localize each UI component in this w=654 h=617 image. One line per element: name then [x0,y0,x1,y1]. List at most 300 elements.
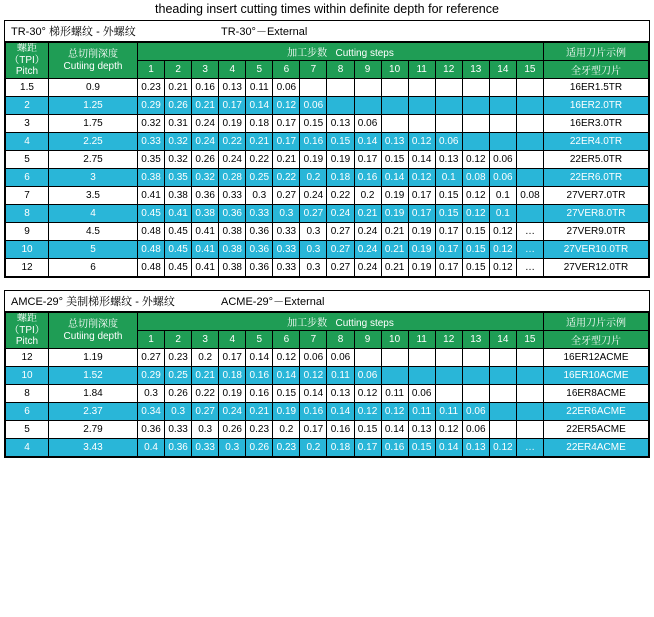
cell-depth: 4 [49,205,138,223]
cell-pitch: 8 [6,385,49,403]
cell-insert-sample: 27VER9.0TR [544,223,649,241]
cell-step-value: 0.3 [300,223,327,241]
cell-step-value [435,97,462,115]
cell-step-value [489,115,516,133]
cell-step-value: 0.24 [192,115,219,133]
cell-step-value: 0.13 [219,79,246,97]
cell-step-value [489,403,516,421]
cell-step-value: 0.48 [138,223,165,241]
header-depth [49,43,138,79]
cell-step-value: 0.45 [165,223,192,241]
cell-step-value: 0.19 [327,151,354,169]
header-step-number: 7 [300,61,327,79]
cell-step-value: 0.12 [273,97,300,115]
cell-pitch: 1.5 [6,79,49,97]
header-depth-en: Cutiing depth [63,330,123,342]
cell-step-value [516,367,543,385]
cell-step-value: 0.12 [462,205,489,223]
header-step-number: 13 [462,331,489,349]
cell-step-value: 0.24 [354,241,381,259]
cell-step-value: 0.08 [516,187,543,205]
cell-step-value: 0.16 [300,403,327,421]
page-title: theading insert cutting times within definite depth for reference [155,2,499,16]
cell-step-value: 0.14 [435,439,462,457]
cell-step-value: … [516,439,543,457]
cell-step-value: 0.12 [408,133,435,151]
cell-step-value: 0.15 [408,439,435,457]
cell-step-value: 0.33 [138,133,165,151]
cell-depth: 3.5 [49,187,138,205]
cell-depth: 0.9 [49,79,138,97]
cell-step-value: 0.41 [192,223,219,241]
cell-depth: 2.37 [49,403,138,421]
cell-step-value [435,79,462,97]
cell-step-value: 0.13 [408,421,435,439]
header-step-number: 9 [354,61,381,79]
cell-step-value: 0.17 [300,421,327,439]
cell-step-value: 0.12 [273,349,300,367]
cell-step-value [435,385,462,403]
cell-depth: 1.19 [49,349,138,367]
cell-step-value: 0.12 [408,169,435,187]
cell-step-value: 0.38 [192,205,219,223]
table-row [6,439,649,457]
cell-step-value: 0.32 [192,169,219,187]
header-step-number: 4 [219,331,246,349]
cell-pitch: 10 [6,241,49,259]
cell-step-value [381,349,408,367]
cell-step-value [462,79,489,97]
cell-step-value: 0.23 [165,349,192,367]
cell-step-value [516,403,543,421]
cell-step-value: 0.48 [138,259,165,277]
cell-step-value: … [516,241,543,259]
cell-depth: 4.5 [49,223,138,241]
header-sample-cn: 适用刀片示例 [544,313,649,331]
cell-step-value: 0.21 [381,223,408,241]
thread-type-en: ACME-29°－External [221,296,325,308]
cell-step-value: 0.06 [408,385,435,403]
cell-step-value: 0.23 [246,421,273,439]
cell-step-value: 0.1 [489,187,516,205]
header-step-number: 11 [408,331,435,349]
cell-step-value [516,169,543,187]
cell-step-value: 0.15 [462,259,489,277]
cell-step-value: 0.12 [354,385,381,403]
cell-step-value: 0.06 [354,115,381,133]
header-step-number: 4 [219,61,246,79]
cell-step-value: 0.15 [435,187,462,205]
cell-step-value [516,151,543,169]
cell-step-value: 0.17 [273,115,300,133]
cell-step-value: 0.24 [300,187,327,205]
cell-step-value: 0.21 [246,133,273,151]
cell-step-value: 0.12 [462,151,489,169]
cell-step-value: 0.16 [246,367,273,385]
header-depth [49,313,138,349]
cell-pitch: 8 [6,205,49,223]
cell-step-value: 0.38 [219,223,246,241]
cell-step-value: … [516,223,543,241]
cell-step-value [354,349,381,367]
cell-step-value: 0.3 [300,259,327,277]
cell-step-value [435,349,462,367]
cell-step-value: 0.12 [489,223,516,241]
cell-insert-sample: 22ER4ACME [544,439,649,457]
header-step-number: 14 [489,331,516,349]
header-sample-sub: 全牙型刀片 [544,331,649,349]
cell-step-value: 0.06 [300,97,327,115]
cell-step-value: 0.19 [408,259,435,277]
cell-step-value: 0.16 [300,133,327,151]
cell-step-value: 0.06 [462,421,489,439]
cell-step-value: 0.06 [489,151,516,169]
cell-step-value: 0.1 [489,205,516,223]
header-step-number: 2 [165,61,192,79]
cell-step-value: 0.06 [354,367,381,385]
header-step-number: 12 [435,331,462,349]
cell-step-value: 0.27 [300,205,327,223]
header-depth-cn: 总切削深度 [68,319,118,330]
cell-step-value: 0.24 [354,259,381,277]
cell-step-value: 0.33 [273,241,300,259]
cell-step-value [462,367,489,385]
header-step-number: 1 [138,331,165,349]
cell-step-value [489,79,516,97]
table-row [6,205,649,223]
cell-step-value: 0.29 [138,367,165,385]
cell-step-value: 0.18 [246,115,273,133]
cell-insert-sample: 16ER8ACME [544,385,649,403]
cell-step-value: 0.19 [408,241,435,259]
cell-step-value: 0.38 [165,187,192,205]
table-row [6,169,649,187]
table-row [6,79,649,97]
header-steps-cn: 加工步数 [287,48,328,59]
cell-step-value [462,385,489,403]
cell-step-value: 0.14 [408,151,435,169]
cell-step-value: 0.33 [273,259,300,277]
cell-step-value: 0.16 [381,439,408,457]
cell-step-value: 0.45 [165,241,192,259]
cell-insert-sample: 16ER2.0TR [544,97,649,115]
header-step-number: 7 [300,331,327,349]
cell-pitch: 6 [6,169,49,187]
cell-step-value [489,367,516,385]
cell-insert-sample: 27VER7.0TR [544,187,649,205]
cell-step-value: … [516,259,543,277]
cell-step-value: 0.22 [273,169,300,187]
cell-step-value: 0.12 [489,439,516,457]
cell-pitch: 5 [6,151,49,169]
table-row [6,385,649,403]
cell-step-value: 0.19 [219,385,246,403]
table-block-header [5,21,649,42]
cell-step-value: 0.41 [138,187,165,205]
cell-step-value: 0.22 [246,151,273,169]
cell-depth: 6 [49,259,138,277]
cell-step-value: 0.14 [381,421,408,439]
cell-step-value: 0.34 [138,403,165,421]
cell-step-value: 0.27 [192,403,219,421]
cell-step-value [435,115,462,133]
cell-step-value [300,79,327,97]
cell-step-value: 0.32 [138,115,165,133]
cell-step-value: 0.2 [273,421,300,439]
cell-step-value: 0.13 [327,385,354,403]
cell-step-value [516,97,543,115]
cell-step-value: 0.26 [165,385,192,403]
table-row [6,241,649,259]
cell-step-value: 0.19 [408,223,435,241]
cell-step-value: 0.27 [273,187,300,205]
cell-step-value: 0.36 [219,205,246,223]
cell-step-value: 0.38 [138,169,165,187]
header-step-number: 15 [516,331,543,349]
cell-step-value: 0.14 [381,169,408,187]
table-header-row [6,43,649,61]
cell-step-value: 0.14 [246,349,273,367]
cell-step-value: 0.21 [192,367,219,385]
cell-step-value: 0.36 [138,421,165,439]
table-row [6,349,649,367]
cell-step-value: 0.15 [435,205,462,223]
cell-step-value: 0.11 [381,385,408,403]
header-step-number: 6 [273,331,300,349]
header-steps-en: Cutting steps [335,318,394,329]
cell-step-value: 0.33 [219,187,246,205]
tables-container [0,20,654,458]
header-steps [138,43,544,61]
cell-step-value: 0.06 [462,403,489,421]
cell-step-value [354,79,381,97]
cell-step-value: 0.13 [327,115,354,133]
header-pitch [6,313,49,349]
cell-pitch: 3 [6,115,49,133]
cell-step-value [381,79,408,97]
cell-step-value: 0.16 [354,169,381,187]
cell-step-value: 0.19 [219,115,246,133]
header-step-number: 11 [408,61,435,79]
cell-step-value [489,133,516,151]
cell-step-value: 0.26 [165,97,192,115]
cell-step-value: 0.16 [192,79,219,97]
cell-step-value: 0.12 [435,421,462,439]
cell-step-value: 0.19 [273,403,300,421]
cell-step-value [327,97,354,115]
cell-step-value: 0.33 [273,223,300,241]
cell-pitch: 5 [6,421,49,439]
cell-step-value: 0.17 [435,241,462,259]
cell-step-value [516,133,543,151]
cell-step-value: 0.22 [219,133,246,151]
cell-insert-sample: 27VER10.0TR [544,241,649,259]
header-step-number: 12 [435,61,462,79]
table-row [6,97,649,115]
table-row [6,115,649,133]
cell-step-value: 0.24 [354,223,381,241]
cutting-steps-table [5,42,649,277]
cell-step-value: 0.14 [246,97,273,115]
cell-step-value: 0.14 [273,367,300,385]
header-step-number: 5 [246,61,273,79]
cell-step-value: 0.17 [354,151,381,169]
table-row [6,403,649,421]
table-block [4,290,650,458]
cell-step-value: 0.33 [246,205,273,223]
cell-step-value [354,97,381,115]
cell-pitch: 4 [6,439,49,457]
cell-step-value: 0.3 [192,421,219,439]
cell-pitch: 4 [6,133,49,151]
cell-step-value: 0.16 [246,385,273,403]
cell-step-value: 0.27 [327,259,354,277]
cell-step-value: 0.11 [408,403,435,421]
header-step-number: 2 [165,331,192,349]
thread-type-cn: AMCE-29° 美制梯形螺纹 - 外螺纹 [11,296,175,308]
table-block [4,20,650,278]
table-row [6,421,649,439]
cell-step-value: 0.21 [246,403,273,421]
cell-step-value: 0.17 [408,187,435,205]
cell-insert-sample: 16ER10ACME [544,367,649,385]
cell-pitch: 10 [6,367,49,385]
cell-depth: 2.79 [49,421,138,439]
cell-step-value: 0.12 [462,187,489,205]
cell-step-value: 0.26 [192,151,219,169]
cell-step-value: 0.17 [273,133,300,151]
cell-pitch: 12 [6,259,49,277]
cell-step-value [516,205,543,223]
cell-step-value: 0.32 [165,151,192,169]
cell-step-value: 0.3 [300,241,327,259]
cell-step-value: 0.41 [192,241,219,259]
header-step-number: 3 [192,61,219,79]
cell-step-value: 0.23 [273,439,300,457]
cell-step-value: 0.35 [165,169,192,187]
cell-pitch: 7 [6,187,49,205]
cell-step-value: 0.13 [435,151,462,169]
cell-step-value: 0.15 [462,223,489,241]
header-step-number: 10 [381,61,408,79]
cell-step-value: 0.16 [327,421,354,439]
cell-step-value: 0.12 [354,403,381,421]
header-step-number: 6 [273,61,300,79]
cell-step-value [516,349,543,367]
cell-step-value: 0.14 [300,385,327,403]
cell-pitch: 2 [6,97,49,115]
cell-pitch: 9 [6,223,49,241]
cell-step-value: 0.36 [165,439,192,457]
cell-step-value: 0.15 [462,241,489,259]
cell-step-value: 0.21 [354,205,381,223]
cell-depth: 1.52 [49,367,138,385]
cell-depth: 1.75 [49,115,138,133]
header-step-number: 8 [327,331,354,349]
cell-step-value: 0.17 [354,439,381,457]
cell-insert-sample: 22ER6.0TR [544,169,649,187]
cell-step-value: 0.27 [138,349,165,367]
cell-step-value: 0.1 [435,169,462,187]
header-step-number: 10 [381,331,408,349]
cell-step-value [462,133,489,151]
cell-step-value: 0.12 [489,241,516,259]
cell-step-value: 0.21 [381,241,408,259]
table-row [6,187,649,205]
cell-step-value: 0.3 [246,187,273,205]
header-sample-sub: 全牙型刀片 [544,61,649,79]
cell-step-value [327,79,354,97]
cell-step-value [408,349,435,367]
header-pitch-cn: 螺距 [17,313,37,325]
cell-step-value [381,367,408,385]
cell-step-value: 0.38 [219,241,246,259]
cell-step-value: 0.32 [165,133,192,151]
cell-step-value: 0.18 [327,439,354,457]
thread-type-cn: TR-30° 梯形螺纹 - 外螺纹 [11,26,136,38]
header-depth-cn: 总切削深度 [68,49,118,60]
cell-pitch: 6 [6,403,49,421]
cell-depth: 1.25 [49,97,138,115]
cell-step-value: 0.36 [246,259,273,277]
cell-step-value: 0.17 [219,349,246,367]
cell-step-value: 0.14 [354,133,381,151]
cell-insert-sample: 16ER3.0TR [544,115,649,133]
cell-step-value [435,367,462,385]
cell-step-value: 0.12 [381,403,408,421]
header-step-number: 14 [489,61,516,79]
cell-step-value: 0.25 [165,367,192,385]
header-step-number: 13 [462,61,489,79]
cell-pitch: 12 [6,349,49,367]
cell-step-value: 0.29 [138,97,165,115]
table-header-row [6,313,649,331]
cell-step-value: 0.2 [300,169,327,187]
cell-step-value: 0.15 [354,421,381,439]
table-row [6,133,649,151]
cell-step-value [408,115,435,133]
header-sample-cn: 适用刀片示例 [544,43,649,61]
header-step-number: 9 [354,331,381,349]
cell-step-value: 0.38 [219,259,246,277]
cell-step-value: 0.21 [192,97,219,115]
cell-step-value: 0.08 [462,169,489,187]
cell-step-value: 0.23 [138,79,165,97]
cell-step-value: 0.36 [246,241,273,259]
cell-step-value [462,115,489,133]
cell-depth: 2.75 [49,151,138,169]
cell-step-value: 0.35 [138,151,165,169]
header-step-number: 1 [138,61,165,79]
thread-type-en: TR-30°－External [221,26,308,38]
header-pitch-en: Pitch [15,336,39,348]
cell-step-value: 0.19 [300,151,327,169]
cell-step-value: 0.12 [300,367,327,385]
header-steps-en: Cutting steps [335,48,394,59]
cell-depth: 3 [49,169,138,187]
cell-insert-sample: 22ER6ACME [544,403,649,421]
cell-step-value [462,349,489,367]
cell-step-value: 0.36 [246,223,273,241]
cell-step-value: 0.12 [489,259,516,277]
header-step-number: 8 [327,61,354,79]
header-step-number: 5 [246,331,273,349]
cell-step-value: 0.18 [219,367,246,385]
cell-step-value: 0.06 [327,349,354,367]
cutting-steps-table [5,312,649,457]
cell-step-value: 0.15 [381,151,408,169]
cell-step-value [489,385,516,403]
